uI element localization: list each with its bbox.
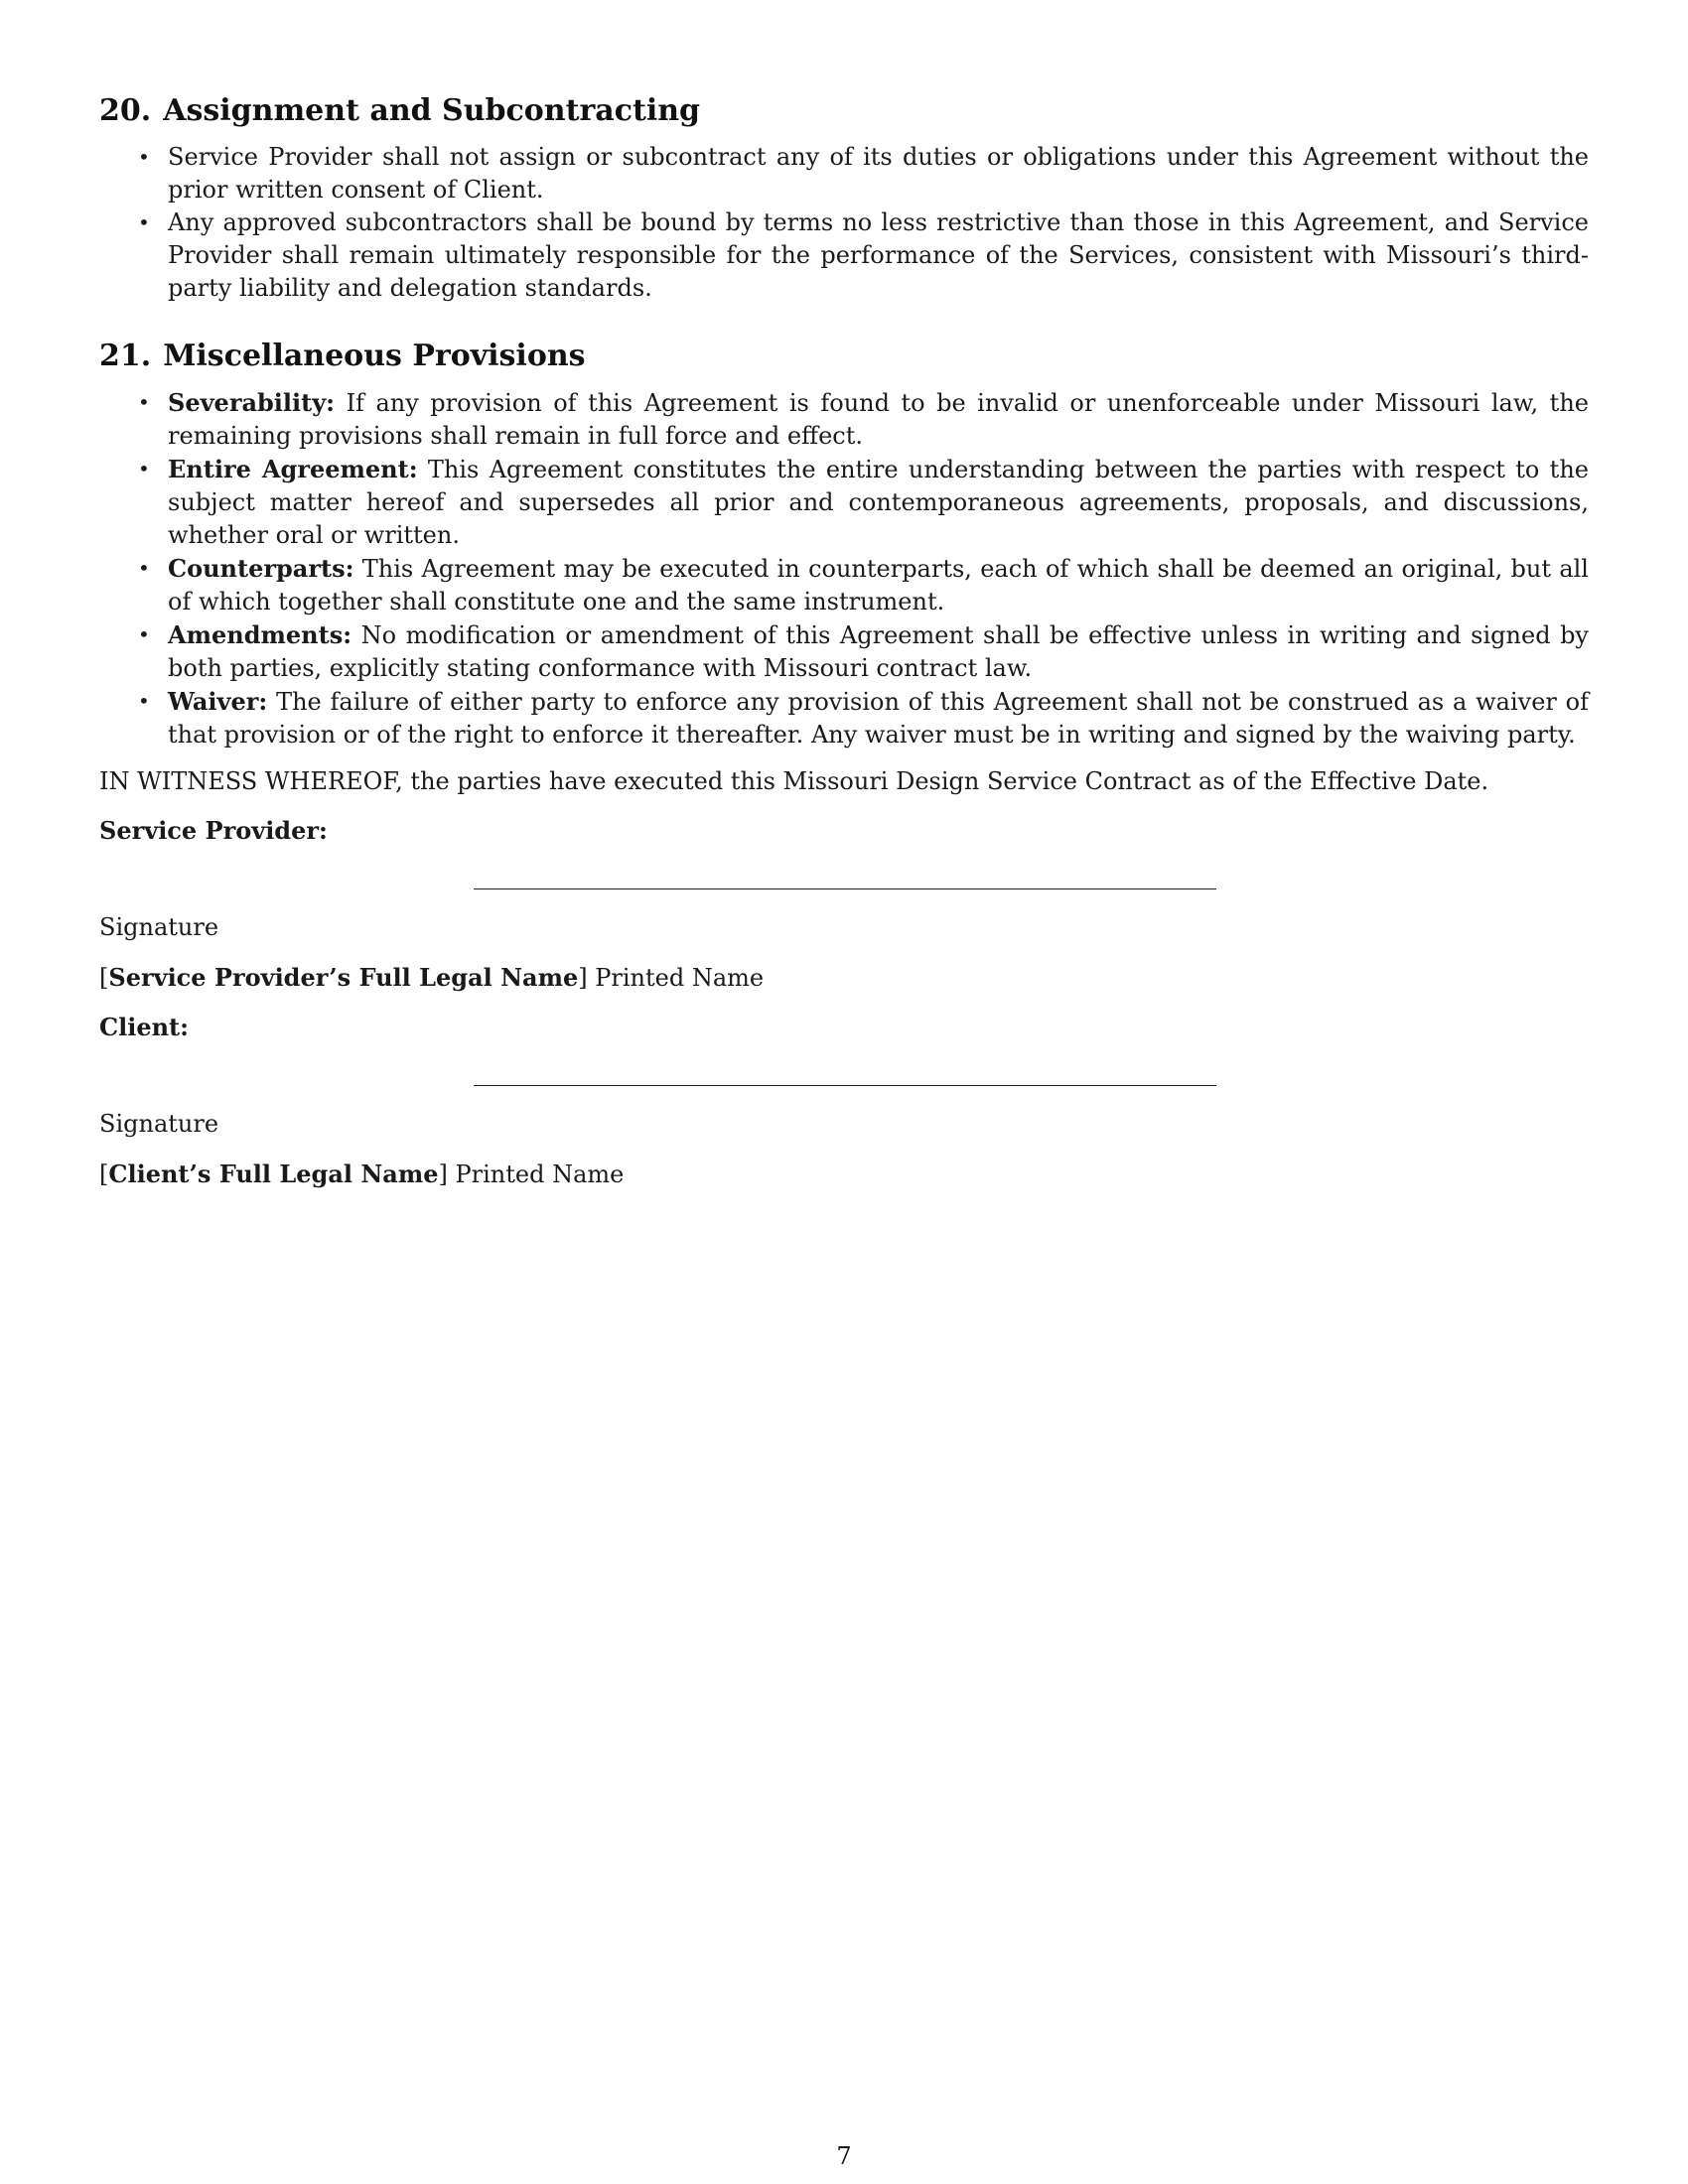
list-item-text: Service Provider shall not assign or subcontract any of its duties or obligations under this Agreement without the prior written consent of Client. xyxy=(168,143,1589,204)
bullet-icon: • xyxy=(138,556,150,580)
client-signature-label: Signature xyxy=(99,1110,219,1138)
list-item-text: If any provision of this Agreement is found to be invalid or unenforceable under Missouri law, the remaining provisions shall remain in full force and effect. xyxy=(168,389,1589,450)
client-name-placeholder: Client’s Full Legal Name xyxy=(108,1160,439,1188)
client-signature-heading: Client: xyxy=(99,1013,189,1041)
provider-signature-heading: Service Provider: xyxy=(99,816,328,845)
client-printed-name: [Client’s Full Legal Name] Printed Name xyxy=(99,1160,625,1188)
list-item xyxy=(99,685,1589,751)
bullet-icon: • xyxy=(138,689,150,713)
bullet-icon: • xyxy=(138,622,150,646)
list-item xyxy=(99,552,1589,618)
bullet-icon: • xyxy=(138,210,150,234)
list-item xyxy=(99,618,1589,685)
section-title: Miscellaneous Provisions xyxy=(163,339,586,373)
section-number: 20. xyxy=(99,93,152,128)
provider-name-placeholder: Service Provider’s Full Legal Name xyxy=(108,963,579,992)
list-item-text: This Agreement may be executed in counterparts, each of which shall be deemed an original, but all of which together shall constitute one and the same instrument. xyxy=(168,555,1589,615)
list-item-text: This Agreement constitutes the entire understanding between the parties with respect to the subject matter hereof and supersedes all prior and contemporaneous agreements, proposals, and discussions, whether oral or written. xyxy=(168,456,1589,549)
bullet-icon: • xyxy=(138,457,150,480)
list-item xyxy=(99,206,1589,305)
list-item xyxy=(99,141,1589,206)
section-20-heading xyxy=(99,91,1589,131)
provider-printed-name: [Service Provider’s Full Legal Name] Printed Name xyxy=(99,963,765,992)
list-item-text: Any approved subcontractors shall be bound by terms no less restrictive than those in this Agreement, and Service Provider shall remain ultimately responsible for the performance of the Services, consistent with Missouri’s third-party liability and delegation standards. xyxy=(168,208,1589,302)
bullet-icon: • xyxy=(138,145,150,169)
document-page xyxy=(99,91,1589,1191)
list-item-term: Amendments: xyxy=(168,620,352,649)
client-signature-line[interactable] xyxy=(474,1085,1216,1086)
list-item-term: Counterparts: xyxy=(168,554,354,583)
provider-signature-line[interactable] xyxy=(474,888,1216,889)
section-21-heading xyxy=(99,337,1589,376)
list-item-text: The failure of either party to enforce any provision of this Agreement shall not be construed as a waiver of that provision or of the right to enforce it thereafter. Any waiver must be in writing and signed by the waiving party. xyxy=(168,688,1589,749)
section-21-list xyxy=(99,386,1589,751)
witness-statement: IN WITNESS WHEREOF, the parties have executed this Missouri Design Service Contract as of the Effective Date. xyxy=(99,767,1489,795)
list-item xyxy=(99,453,1589,552)
printed-name-label: Printed Name xyxy=(455,1160,625,1188)
list-item-term: Entire Agreement: xyxy=(168,455,418,483)
printed-name-label: Printed Name xyxy=(595,964,765,992)
bullet-icon: • xyxy=(138,390,150,414)
list-item xyxy=(99,386,1589,453)
section-20-list xyxy=(99,141,1589,305)
provider-signature-label: Signature xyxy=(99,913,219,941)
list-item-term: Waiver: xyxy=(168,687,268,716)
page-number: 7 xyxy=(836,2142,852,2170)
section-title: Assignment and Subcontracting xyxy=(163,93,701,128)
list-item-term: Severability: xyxy=(168,388,336,417)
list-item-text: No modification or amendment of this Agreement shall be effective unless in writing and signed by both parties, explicitly stating conformance with Missouri contract law. xyxy=(168,621,1589,682)
section-number: 21. xyxy=(99,339,152,373)
